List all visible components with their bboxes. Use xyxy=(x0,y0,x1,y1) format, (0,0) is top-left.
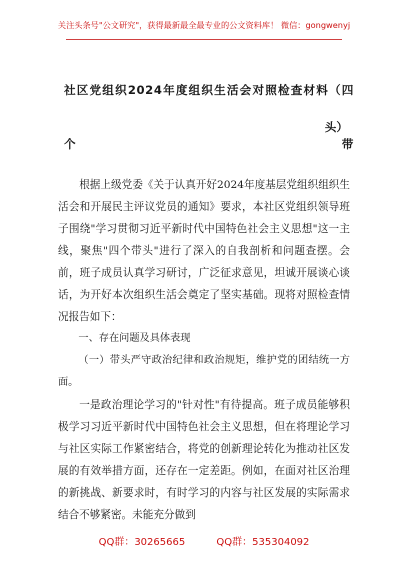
footer-contact xyxy=(0,533,408,548)
document-body xyxy=(58,174,350,526)
subsection-heading: （一）带头严守政治纪律和政治规矩，维护党的团结统一方面。 xyxy=(58,355,350,388)
header-banner xyxy=(10,10,398,40)
body-paragraph: 一是政治理论学习的"针对性"有待提高。班子成员能够积极学习习近平新时代中国特色社会主义思想，但在将理论学习与社区实际工作紧密结合，将党的创新理论转化为推动社区发展的有效举措方面，还存在一定差距。例如，在面对社区治理的新挑战、新要求时，有时学习的内容与社区发展的实际需求结合不够紧密。未能充分做到 xyxy=(58,399,350,521)
document-title-continuation: 头） xyxy=(324,120,348,134)
header-divider xyxy=(66,39,342,40)
footer-qq-group-1: QQ群：30265665 xyxy=(98,537,186,548)
section-heading: 一、存在问题及具体表现 xyxy=(78,333,191,344)
footer-qq-group-2: QQ群：535304092 xyxy=(216,537,310,548)
document-title: 社区党组织2024年度组织生活会对照检查材料（四个带 xyxy=(64,83,354,151)
header-promo-text: 关注头条号"公文研究"，获得最新最全最专业的公文资料库！ 微信：gongwenyj xyxy=(57,20,351,30)
intro-paragraph: 根据上级党委《关于认真开好2024年度基层党组织组织生活会和开展民主评议党员的通知》要求，本社区党组织领导班子围绕"学习贯彻习近平新时代中国特色社会主义思想"这一主线，聚焦"四个带头"进行了深入的自我剖析和问题查摆。会前，班子成员认真学习研讨，广泛征求意见，坦诚开展谈心谈话，为开好本次组织生活会奠定了坚实基础。现将对照检查情况报告如下： xyxy=(58,179,350,323)
